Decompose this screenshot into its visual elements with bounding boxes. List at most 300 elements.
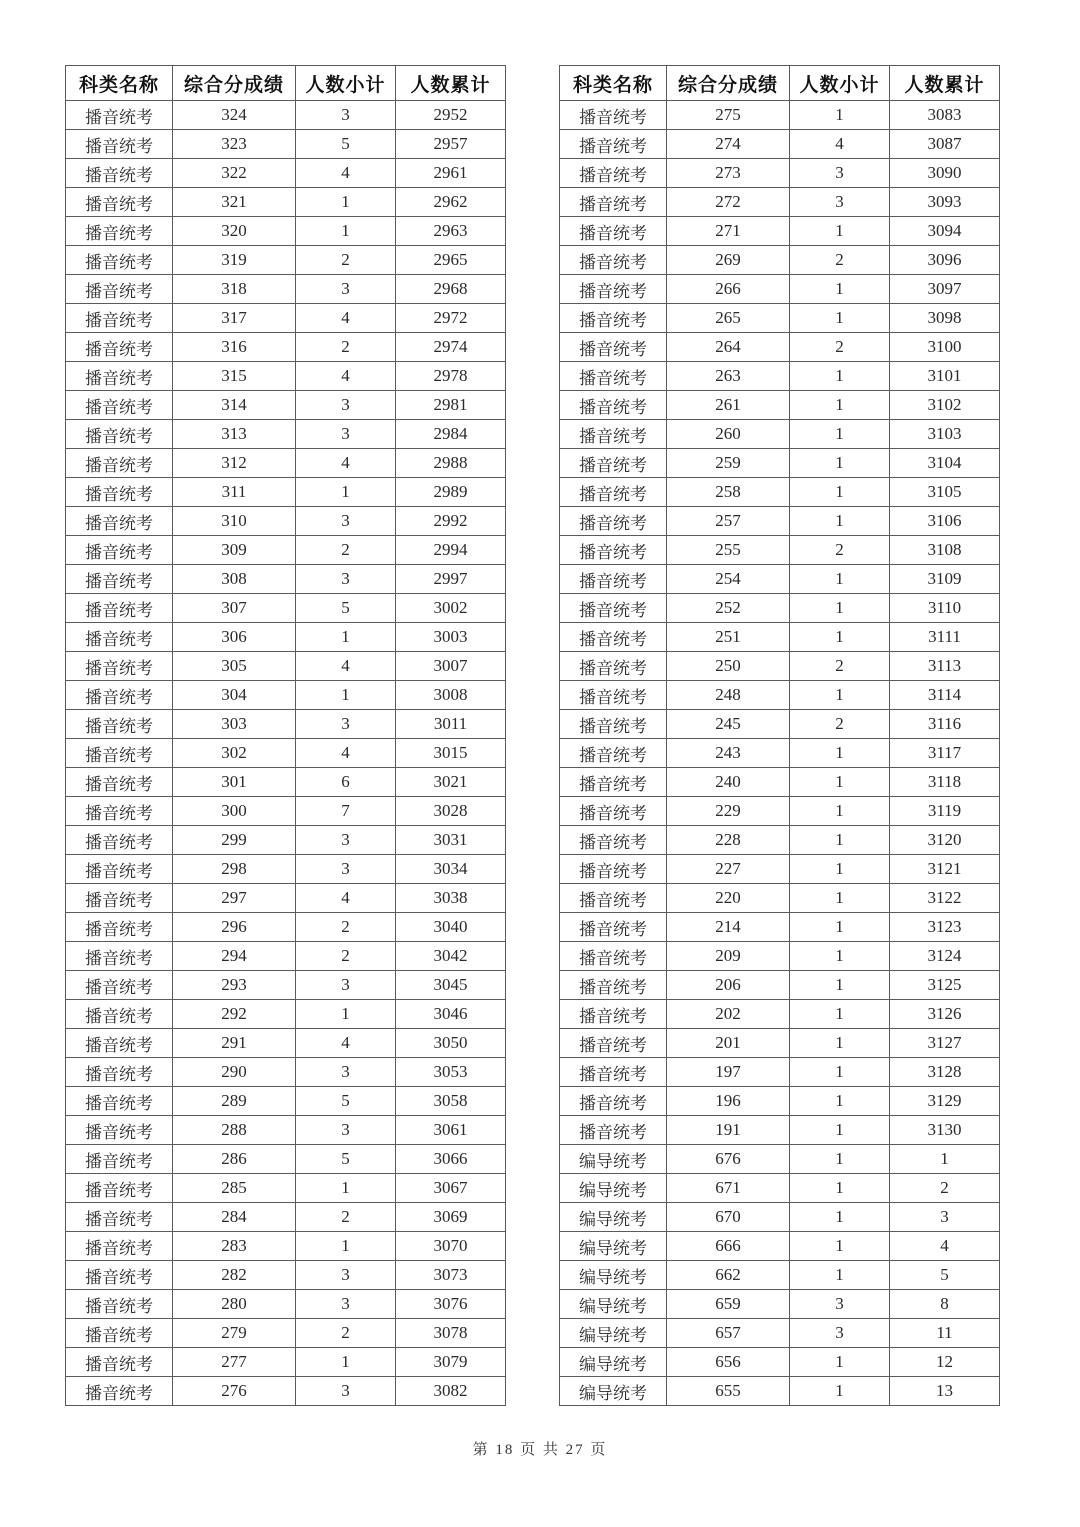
table-row [560, 768, 1000, 797]
table-row [560, 1261, 1000, 1290]
table-cell: 播音统考 [560, 420, 667, 449]
table-cell: 1 [296, 478, 396, 507]
table-cell: 252 [667, 594, 790, 623]
table-cell: 播音统考 [66, 913, 173, 942]
table-cell: 3082 [396, 1377, 506, 1406]
table-row [560, 1145, 1000, 1174]
table-cell: 265 [667, 304, 790, 333]
table-cell: 1 [790, 1145, 890, 1174]
table-cell: 229 [667, 797, 790, 826]
table-cell: 291 [173, 1029, 296, 1058]
table-cell: 播音统考 [560, 304, 667, 333]
column-header: 综合分成绩 [173, 66, 296, 101]
table-cell: 3122 [890, 884, 1000, 913]
table-cell: 播音统考 [66, 1029, 173, 1058]
table-cell: 280 [173, 1290, 296, 1319]
table-cell: 3011 [396, 710, 506, 739]
table-cell: 3127 [890, 1029, 1000, 1058]
table-row [66, 217, 506, 246]
table-cell: 播音统考 [560, 1087, 667, 1116]
table-row [560, 1290, 1000, 1319]
table-cell: 1 [296, 217, 396, 246]
table-cell: 播音统考 [66, 275, 173, 304]
table-row [560, 942, 1000, 971]
table-cell: 248 [667, 681, 790, 710]
table-cell: 1 [296, 1000, 396, 1029]
table-cell: 305 [173, 652, 296, 681]
table-cell: 1 [790, 1232, 890, 1261]
table-cell: 2988 [396, 449, 506, 478]
table-cell: 播音统考 [66, 507, 173, 536]
table-cell: 播音统考 [66, 217, 173, 246]
table-row [560, 594, 1000, 623]
table-cell: 3100 [890, 333, 1000, 362]
table-cell: 274 [667, 130, 790, 159]
table-row [560, 1058, 1000, 1087]
table-cell: 播音统考 [560, 565, 667, 594]
table-cell: 316 [173, 333, 296, 362]
table-cell: 3021 [396, 768, 506, 797]
table-cell: 313 [173, 420, 296, 449]
table-cell: 2984 [396, 420, 506, 449]
table-cell: 播音统考 [66, 942, 173, 971]
table-cell: 3046 [396, 1000, 506, 1029]
table-row [560, 623, 1000, 652]
table-cell: 250 [667, 652, 790, 681]
table-cell: 5 [890, 1261, 1000, 1290]
table-row [560, 188, 1000, 217]
table-cell: 655 [667, 1377, 790, 1406]
table-row [560, 652, 1000, 681]
table-cell: 293 [173, 971, 296, 1000]
table-cell: 3113 [890, 652, 1000, 681]
table-cell: 播音统考 [560, 1029, 667, 1058]
table-cell: 322 [173, 159, 296, 188]
table-cell: 297 [173, 884, 296, 913]
table-cell: 307 [173, 594, 296, 623]
table-cell: 1 [790, 1000, 890, 1029]
table-row [560, 1203, 1000, 1232]
table-cell: 播音统考 [66, 1145, 173, 1174]
table-cell: 播音统考 [560, 1116, 667, 1145]
table-cell: 播音统考 [560, 913, 667, 942]
table-cell: 1 [790, 797, 890, 826]
table-cell: 315 [173, 362, 296, 391]
table-cell: 1 [790, 101, 890, 130]
table-row [560, 130, 1000, 159]
table-cell: 289 [173, 1087, 296, 1116]
table-row [66, 710, 506, 739]
table-cell: 播音统考 [560, 623, 667, 652]
table-row [66, 1203, 506, 1232]
table-cell: 3098 [890, 304, 1000, 333]
table-row [66, 971, 506, 1000]
table-cell: 播音统考 [560, 797, 667, 826]
table-cell: 2965 [396, 246, 506, 275]
table-cell: 3002 [396, 594, 506, 623]
table-cell: 2962 [396, 188, 506, 217]
table-cell: 300 [173, 797, 296, 826]
table-cell: 3117 [890, 739, 1000, 768]
table-cell: 282 [173, 1261, 296, 1290]
table-row [66, 188, 506, 217]
table-row [560, 1116, 1000, 1145]
table-row [66, 130, 506, 159]
table-cell: 284 [173, 1203, 296, 1232]
table-cell: 314 [173, 391, 296, 420]
table-row [66, 1116, 506, 1145]
table-cell: 656 [667, 1348, 790, 1377]
table-cell: 1 [790, 449, 890, 478]
table-row [66, 797, 506, 826]
table-cell: 3093 [890, 188, 1000, 217]
table-cell: 1 [790, 913, 890, 942]
table-cell: 编导统考 [560, 1377, 667, 1406]
table-cell: 编导统考 [560, 1348, 667, 1377]
table-cell: 播音统考 [560, 449, 667, 478]
table-row [66, 942, 506, 971]
column-header: 人数累计 [890, 66, 1000, 101]
table-cell: 3126 [890, 1000, 1000, 1029]
table-row [66, 1319, 506, 1348]
table-cell: 676 [667, 1145, 790, 1174]
table-cell: 296 [173, 913, 296, 942]
table-cell: 1 [790, 1058, 890, 1087]
table-row [66, 275, 506, 304]
table-row [560, 971, 1000, 1000]
table-cell: 272 [667, 188, 790, 217]
table-cell: 308 [173, 565, 296, 594]
table-cell: 4 [296, 449, 396, 478]
table-cell: 3116 [890, 710, 1000, 739]
table-cell: 3087 [890, 130, 1000, 159]
table-cell: 3067 [396, 1174, 506, 1203]
table-cell: 播音统考 [66, 1087, 173, 1116]
table-row [560, 159, 1000, 188]
table-cell: 3114 [890, 681, 1000, 710]
table-cell: 1 [790, 1203, 890, 1232]
table-cell: 7 [296, 797, 396, 826]
table-row [560, 1174, 1000, 1203]
table-cell: 播音统考 [66, 884, 173, 913]
score-table-left [65, 65, 506, 1406]
table-cell: 266 [667, 275, 790, 304]
table-cell: 播音统考 [66, 246, 173, 275]
table-cell: 273 [667, 159, 790, 188]
table-cell: 11 [890, 1319, 1000, 1348]
table-cell: 1 [296, 681, 396, 710]
table-cell: 3094 [890, 217, 1000, 246]
table-cell: 3028 [396, 797, 506, 826]
table-cell: 258 [667, 478, 790, 507]
table-cell: 3105 [890, 478, 1000, 507]
table-cell: 320 [173, 217, 296, 246]
table-cell: 3106 [890, 507, 1000, 536]
table-row [560, 1000, 1000, 1029]
table-cell: 播音统考 [66, 1203, 173, 1232]
table-cell: 3119 [890, 797, 1000, 826]
table-cell: 2 [790, 710, 890, 739]
table-row [560, 826, 1000, 855]
table-cell: 2 [790, 333, 890, 362]
table-cell: 播音统考 [560, 739, 667, 768]
table-cell: 228 [667, 826, 790, 855]
table-cell: 303 [173, 710, 296, 739]
table-cell: 12 [890, 1348, 1000, 1377]
table-row [560, 1348, 1000, 1377]
table-cell: 2957 [396, 130, 506, 159]
table-cell: 播音统考 [560, 826, 667, 855]
table-cell: 1 [790, 739, 890, 768]
table-row [560, 913, 1000, 942]
table-cell: 240 [667, 768, 790, 797]
table-cell: 播音统考 [66, 710, 173, 739]
table-cell: 321 [173, 188, 296, 217]
table-cell: 3 [296, 275, 396, 304]
table-cell: 1 [790, 1174, 890, 1203]
table-cell: 197 [667, 1058, 790, 1087]
table-cell: 286 [173, 1145, 296, 1174]
table-cell: 播音统考 [66, 1000, 173, 1029]
table-row [66, 1145, 506, 1174]
table-cell: 3123 [890, 913, 1000, 942]
table-cell: 3038 [396, 884, 506, 913]
table-cell: 257 [667, 507, 790, 536]
table-row [66, 884, 506, 913]
table-row [560, 1087, 1000, 1116]
table-cell: 227 [667, 855, 790, 884]
table-cell: 5 [296, 1087, 396, 1116]
table-cell: 2968 [396, 275, 506, 304]
table-cell: 播音统考 [66, 681, 173, 710]
table-cell: 播音统考 [560, 507, 667, 536]
table-cell: 1 [790, 1377, 890, 1406]
table-row [560, 739, 1000, 768]
table-cell: 255 [667, 536, 790, 565]
table-cell: 播音统考 [66, 478, 173, 507]
table-cell: 4 [296, 884, 396, 913]
table-cell: 245 [667, 710, 790, 739]
table-row [66, 913, 506, 942]
table-cell: 4 [296, 159, 396, 188]
table-cell: 播音统考 [560, 478, 667, 507]
table-cell: 251 [667, 623, 790, 652]
table-cell: 播音统考 [560, 101, 667, 130]
table-cell: 播音统考 [560, 594, 667, 623]
table-cell: 1 [790, 217, 890, 246]
table-cell: 1 [790, 855, 890, 884]
table-cell: 3 [296, 565, 396, 594]
table-cell: 3128 [890, 1058, 1000, 1087]
table-cell: 3 [790, 1319, 890, 1348]
table-cell: 编导统考 [560, 1261, 667, 1290]
table-cell: 3 [296, 1116, 396, 1145]
table-cell: 277 [173, 1348, 296, 1377]
table-cell: 播音统考 [66, 420, 173, 449]
table-row [560, 246, 1000, 275]
table-cell: 8 [890, 1290, 1000, 1319]
table-cell: 播音统考 [560, 942, 667, 971]
table-cell: 298 [173, 855, 296, 884]
table-row [66, 1174, 506, 1203]
table-cell: 2974 [396, 333, 506, 362]
table-cell: 播音统考 [66, 1261, 173, 1290]
table-cell: 1 [790, 1261, 890, 1290]
table-cell: 播音统考 [66, 739, 173, 768]
table-cell: 2992 [396, 507, 506, 536]
table-cell: 309 [173, 536, 296, 565]
table-row [560, 333, 1000, 362]
table-cell: 播音统考 [66, 188, 173, 217]
table-cell: 播音统考 [560, 333, 667, 362]
table-cell: 3104 [890, 449, 1000, 478]
table-cell: 3066 [396, 1145, 506, 1174]
score-tables-container [65, 65, 1000, 1406]
table-cell: 4 [296, 739, 396, 768]
table-row [66, 449, 506, 478]
table-cell: 播音统考 [560, 159, 667, 188]
table-cell: 214 [667, 913, 790, 942]
table-row [560, 507, 1000, 536]
table-cell: 1 [790, 623, 890, 652]
table-cell: 播音统考 [66, 1174, 173, 1203]
table-cell: 播音统考 [560, 536, 667, 565]
table-cell: 5 [296, 130, 396, 159]
table-cell: 3124 [890, 942, 1000, 971]
table-cell: 288 [173, 1116, 296, 1145]
table-cell: 3007 [396, 652, 506, 681]
table-cell: 1 [790, 1087, 890, 1116]
table-cell: 播音统考 [66, 1319, 173, 1348]
table-cell: 1 [296, 1174, 396, 1203]
table-cell: 播音统考 [66, 623, 173, 652]
table-cell: 302 [173, 739, 296, 768]
table-cell: 3 [296, 710, 396, 739]
table-cell: 播音统考 [560, 391, 667, 420]
table-cell: 播音统考 [560, 652, 667, 681]
table-row [66, 246, 506, 275]
table-cell: 3 [296, 1377, 396, 1406]
table-cell: 播音统考 [560, 681, 667, 710]
table-cell: 编导统考 [560, 1203, 667, 1232]
table-cell: 2 [296, 536, 396, 565]
table-cell: 3101 [890, 362, 1000, 391]
table-cell: 1 [296, 623, 396, 652]
table-cell: 3096 [890, 246, 1000, 275]
table-cell: 318 [173, 275, 296, 304]
table-cell: 3097 [890, 275, 1000, 304]
table-cell: 1 [790, 391, 890, 420]
table-cell: 3 [296, 101, 396, 130]
table-cell: 1 [790, 594, 890, 623]
table-row [66, 1087, 506, 1116]
table-cell: 657 [667, 1319, 790, 1348]
table-cell: 3118 [890, 768, 1000, 797]
table-cell: 播音统考 [66, 1348, 173, 1377]
table-cell: 201 [667, 1029, 790, 1058]
table-row [66, 768, 506, 797]
table-cell: 5 [296, 1145, 396, 1174]
table-cell: 1 [790, 826, 890, 855]
table-row [66, 1029, 506, 1058]
table-cell: 263 [667, 362, 790, 391]
table-cell: 播音统考 [560, 971, 667, 1000]
table-row [66, 594, 506, 623]
table-row [560, 391, 1000, 420]
table-cell: 3109 [890, 565, 1000, 594]
table-cell: 2 [296, 333, 396, 362]
table-cell: 2961 [396, 159, 506, 188]
table-cell: 播音统考 [66, 652, 173, 681]
table-cell: 3130 [890, 1116, 1000, 1145]
table-cell: 13 [890, 1377, 1000, 1406]
table-row [560, 478, 1000, 507]
table-row [560, 884, 1000, 913]
table-cell: 3 [296, 1290, 396, 1319]
table-row [66, 304, 506, 333]
table-row [66, 1290, 506, 1319]
table-cell: 1 [790, 681, 890, 710]
table-cell: 播音统考 [560, 710, 667, 739]
table-cell: 3125 [890, 971, 1000, 1000]
table-cell: 196 [667, 1087, 790, 1116]
table-cell: 编导统考 [560, 1232, 667, 1261]
table-cell: 2 [296, 246, 396, 275]
table-cell: 3078 [396, 1319, 506, 1348]
table-cell: 播音统考 [66, 855, 173, 884]
table-cell: 播音统考 [66, 449, 173, 478]
table-cell: 3008 [396, 681, 506, 710]
table-cell: 662 [667, 1261, 790, 1290]
table-cell: 2 [296, 1203, 396, 1232]
table-cell: 2 [790, 652, 890, 681]
table-cell: 306 [173, 623, 296, 652]
table-cell: 3 [790, 188, 890, 217]
table-cell: 播音统考 [560, 855, 667, 884]
table-cell: 播音统考 [66, 1116, 173, 1145]
table-row [560, 536, 1000, 565]
table-cell: 2972 [396, 304, 506, 333]
table-cell: 1 [790, 478, 890, 507]
table-cell: 671 [667, 1174, 790, 1203]
table-cell: 312 [173, 449, 296, 478]
header-row [66, 66, 506, 101]
table-cell: 294 [173, 942, 296, 971]
table-cell: 3061 [396, 1116, 506, 1145]
table-cell: 3 [790, 159, 890, 188]
table-cell: 播音统考 [66, 971, 173, 1000]
table-cell: 2 [296, 1319, 396, 1348]
table-cell: 3040 [396, 913, 506, 942]
table-cell: 2 [790, 536, 890, 565]
table-row [66, 855, 506, 884]
table-cell: 3070 [396, 1232, 506, 1261]
table-row [66, 1348, 506, 1377]
table-cell: 292 [173, 1000, 296, 1029]
table-cell: 2952 [396, 101, 506, 130]
column-header: 人数累计 [396, 66, 506, 101]
table-cell: 310 [173, 507, 296, 536]
column-header: 人数小计 [790, 66, 890, 101]
table-cell: 4 [296, 304, 396, 333]
table-cell: 4 [296, 362, 396, 391]
table-cell: 播音统考 [66, 1377, 173, 1406]
table-cell: 1 [790, 420, 890, 449]
table-row [66, 391, 506, 420]
table-cell: 编导统考 [560, 1145, 667, 1174]
table-row [560, 1377, 1000, 1406]
table-cell: 317 [173, 304, 296, 333]
